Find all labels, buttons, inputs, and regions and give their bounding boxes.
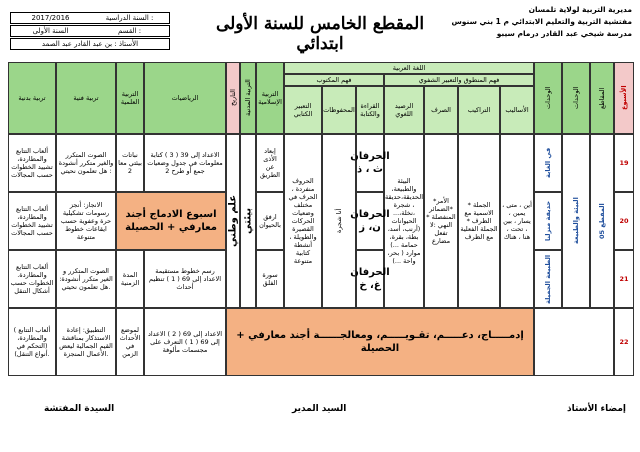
reading-week-20: الحرفان ن، ز [356, 192, 384, 250]
col-writing: التعبير الكتابي [284, 86, 322, 134]
page-title: المقطع الخامس للسنة الأولى ابتدائي [215, 14, 425, 54]
sport-week-20: ألعاب التتابع والمطاردة، تشييد الخطوات حسب المجالات [8, 192, 56, 250]
sport-week-21: ألعاب التتابع والمطاردة. الخطوات حسب أشكال التنقل [8, 250, 56, 308]
art-week-21: الصوت المتكرر و الغير متكرر أنشودة: هل تعلمون نحيتي. [56, 250, 116, 308]
col-segment: المقاطع [590, 62, 614, 134]
col-oral-group: فهم المنطوق والتعبير الشفوي [384, 74, 534, 86]
art-week-20: الانجاز: أنجز رسومات تشكيلية حرة وعفوية حسب ايقاعات خطوط متنوعة [56, 192, 116, 250]
unit-3: الطبيعة الجميلة [534, 250, 562, 308]
unit-2: حديقة منزلنا [534, 192, 562, 250]
teacher-row: الأستاذ : بن عبد القادر عبد الصمد [10, 38, 170, 50]
header-info-box [10, 12, 170, 51]
final-row-summary: إدمـــــاج، دعـــــم، تقـويـــــم، ومعالجــــــة أجند معارفي + الحصيلة [226, 308, 534, 376]
week-20: 20 [614, 192, 634, 250]
planning-table [8, 62, 634, 376]
history-content: علم وطني [226, 134, 240, 308]
year-label: السنة الدراسية : [105, 14, 154, 22]
col-islamic: التربية الإسلامية [256, 62, 284, 134]
year-row [10, 12, 170, 24]
col-structures: التراكيب [458, 86, 500, 134]
teacher-signature: إمضاء الأستاذ [567, 404, 626, 414]
col-science: التربية العلمية [116, 62, 144, 134]
writing-content: الحروف منفردة ، الحرف في مختلف وضعيات الحركات القصيرة والطويلة ، أنشطة كتابية متنوعة [284, 134, 322, 308]
reading-week-21: الحرفان غ، خ [356, 250, 384, 308]
islamic-week-20: ارفق بالحيوان [256, 192, 284, 250]
reading-week-19: الحرفان ث ، ذ [356, 134, 384, 192]
school-name: مدرسة شيخي عبد القادر درمام سيبو [496, 29, 632, 38]
col-sport: تربية بدنية [8, 62, 56, 134]
col-history: التاريخ [226, 62, 240, 134]
week-21: 21 [614, 250, 634, 308]
science-week-19: نباتات بيئتي معا 2 [116, 134, 144, 192]
civic-content: بيئتي [240, 134, 256, 308]
inspectorate: مفتشية التربية والتعليم الابتدائي م 1 بني سنوس [451, 17, 632, 26]
col-units-extra: الوحدات [562, 62, 590, 134]
week-19: 19 [614, 134, 634, 192]
art-week-19: الصوت المتكرر والغير متكرر أنشودة : هل تعلمون نحيتي [56, 134, 116, 192]
col-week: الأسبوع [614, 62, 634, 134]
col-reading: القراءة والكتابة [356, 86, 384, 134]
science-week-21: المدة الزمنية [116, 250, 144, 308]
vocab-content: البيئة والطبيعة، الحديقة،حديقة ، شجرة ،نخلة،... الحيوانات (أرنب، أسد، بطة، بقرة، حمامة ...) موارد ( بحر، واحة ...) [384, 134, 424, 308]
director-signature: السيد المدير [292, 404, 347, 414]
week-22-blank [534, 308, 614, 376]
col-written-group: فهم المكتوب [284, 74, 384, 86]
math-week-22: الاعداد إلى 69 ( 2 ) الاعداد إلى 69 ( 1 ) التعرف على مجسمات مألوفة [144, 308, 226, 376]
theme-label: البيئة والطبيعة [562, 134, 590, 308]
col-morphology: الصرف [424, 86, 458, 134]
unit-1: في الغابة [534, 134, 562, 192]
col-arabic: اللغة العربية [284, 62, 534, 74]
segment-label: المقطع 05 [590, 134, 614, 308]
class-row [10, 25, 170, 37]
islamic-week-21: سورة الفلق [256, 250, 284, 308]
math-week-19: الاعداد إلى 39 ( 3 ) كتابة معلومات في جدول وضعيات جمع أو طرح 2 [144, 134, 226, 192]
col-civic: التربية المدنية [240, 62, 256, 134]
col-styles: الأساليب [500, 86, 534, 134]
class-label: القسم : [117, 27, 142, 35]
sport-week-22: ( ألعاب التتابع والمطاردة، (التحكم في أنواع التنقل). [8, 308, 56, 376]
sport-week-19: ألعاب التتابع والمطاردة، تشييد الخطوات حسب المجالات [8, 134, 56, 192]
math-week-21: رسم خطوط مستقيمة الاعداد إلى 69 ( 1 ) تنظيم أحداث [144, 250, 226, 308]
year-value: 2017/2016 [31, 14, 70, 22]
islamic-week-19: إبعاد الأذى عن الطريق [256, 134, 284, 192]
science-week-22: لموضع الأحداث في الزمن [116, 308, 144, 376]
col-units: الوحدات [534, 62, 562, 134]
inspector-signature: السيدة المفتشة [44, 404, 115, 414]
school-info [432, 4, 632, 40]
styles-content: أين ، متى ، يمين ، يسار ، بين ، تحت ، هنا ، هناك [500, 134, 534, 308]
integration-week: اسبوع الادماج أجند معارفي + الحصيلة [116, 192, 226, 250]
col-memorize: المحفوظات [322, 86, 356, 134]
memorize-content: أنا شجرة [322, 134, 356, 308]
class-value: السنة الأولى [32, 27, 69, 35]
col-art: تربية فنية [56, 62, 116, 134]
week-22: 22 [614, 308, 634, 376]
col-vocab: الرصيد اللغوي [384, 86, 424, 134]
directorate: مديرية التربية لولاية تلمسان [528, 5, 632, 14]
morphology-content: *الأمر *الضمائر المنفصلة * النهي :لا تفعل مضارع [424, 134, 458, 308]
col-math: الرياضيات [144, 62, 226, 134]
structures-content: * الجملة الاسمية مع الظرف * الجملة الفعلية مع الظرف [458, 134, 500, 308]
art-week-22: التطبيق: إعادة الاستذكار بمناقشة القيم الجمالية ليعض الأعمال المنجزة. [56, 308, 116, 376]
page-header [0, 0, 640, 62]
